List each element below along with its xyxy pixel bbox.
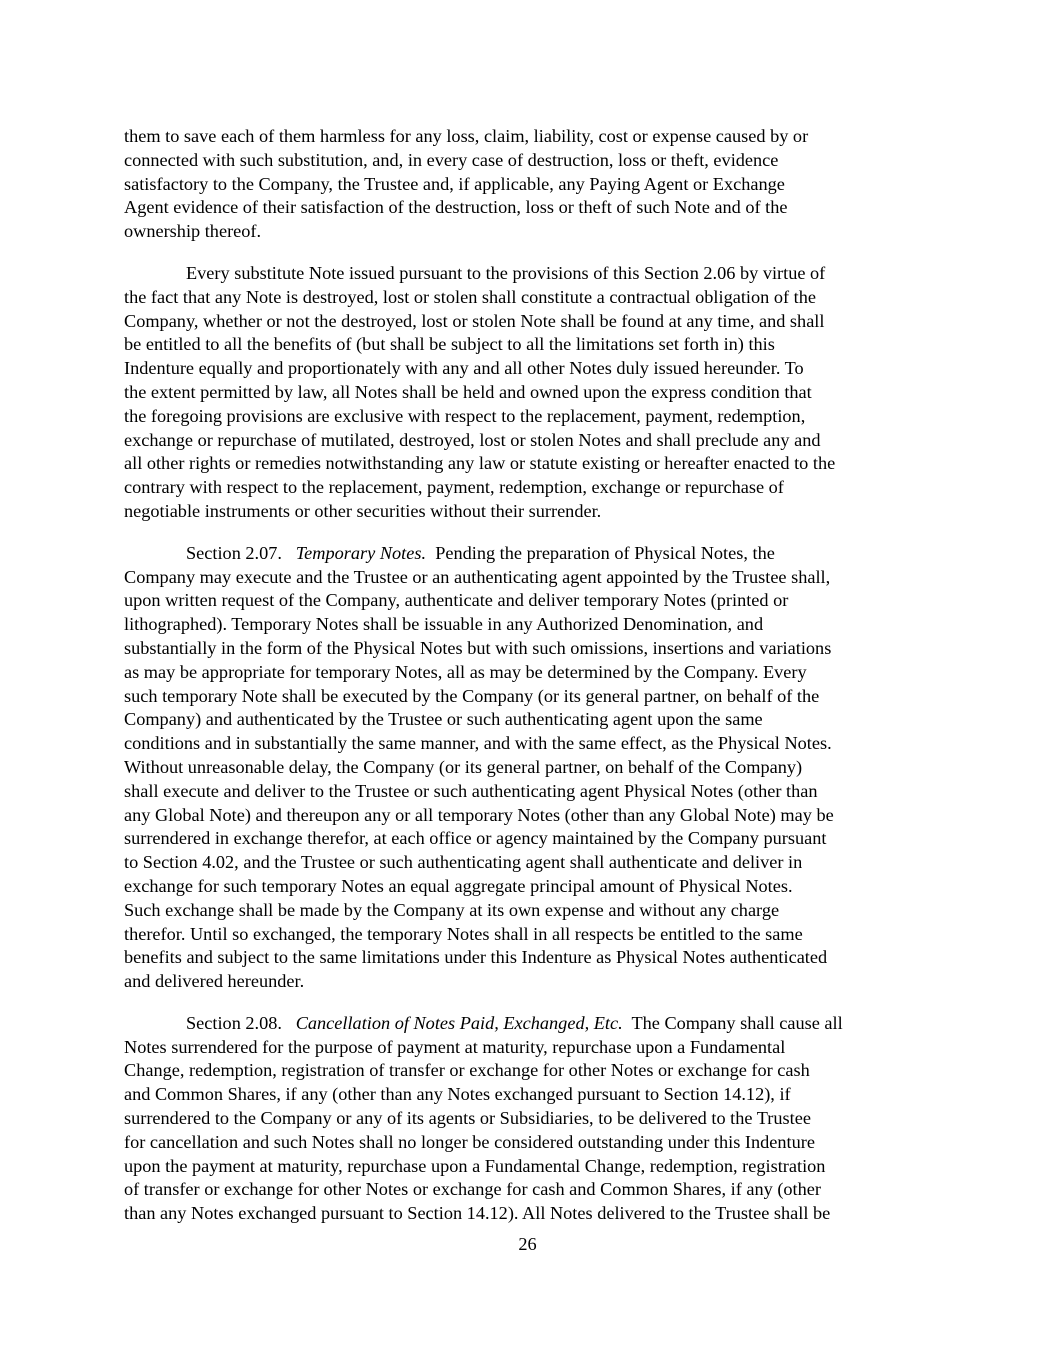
- text-line: to Section 4.02, and the Trustee or such authenticating agent shall authenticate and deliver in: [124, 852, 803, 873]
- text-line: connected with such substitution, and, in every case of destruction, loss or theft, evidence: [124, 149, 779, 170]
- text-line: Every substitute Note issued pursuant to the provisions of this Section 2.06 by virtue of: [186, 262, 826, 283]
- section-title: Cancellation of Notes Paid, Exchanged, Etc.: [295, 1012, 623, 1033]
- text-line: Change, redemption, registration of transfer or exchange for other Notes or exchange for cash: [124, 1060, 810, 1081]
- text-line: Such exchange shall be made by the Company at its own expense and without any charge: [124, 899, 780, 920]
- text-line: them to save each of them harmless for any loss, claim, liability, cost or expense caused by or: [124, 126, 809, 146]
- text-line: contrary with respect to the replacement, payment, redemption, exchange or repurchase of: [124, 477, 784, 498]
- text-line: the fact that any Note is destroyed, lost or stolen shall constitute a contractual obligation of the: [124, 286, 816, 307]
- section-first-line-text: Pending the preparation of Physical Notes, the: [435, 542, 775, 563]
- section-heading-line: [124, 1012, 930, 1036]
- text-line: the foregoing provisions are exclusive with respect to the replacement, payment, redemption,: [124, 405, 806, 426]
- text-line: ownership thereof.: [124, 221, 262, 242]
- text-line: Notes surrendered for the purpose of payment at maturity, repurchase upon a Fundamental: [124, 1036, 786, 1057]
- text-line: such temporary Note shall be executed by the Company (or its general partner, on behalf of the: [124, 685, 820, 706]
- text-line: therefor. Until so exchanged, the temporary Notes shall in all respects be entitled to the same: [124, 923, 803, 944]
- text-line: any Global Note) and thereupon any or all temporary Notes (other than any Global Note) may be: [124, 804, 834, 825]
- text-line: lithographed). Temporary Notes shall be issuable in any Authorized Denomination, and: [124, 614, 764, 635]
- text-line: exchange for such temporary Notes an equal aggregate principal amount of Physical Notes.: [124, 875, 793, 896]
- text-line: the extent permitted by law, all Notes shall be held and owned upon the express condition that: [124, 381, 812, 402]
- section-2-08: [124, 1012, 930, 1226]
- paragraph-substitute-notes: [124, 262, 930, 524]
- text-line: and delivered hereunder.: [124, 971, 305, 992]
- text-line: shall execute and deliver to the Trustee or such authenticating agent Physical Notes (other than: [124, 780, 818, 801]
- document-page: [124, 125, 930, 1244]
- text-line: all other rights or remedies notwithstanding any law or statute existing or hereafter enacted to the: [124, 453, 836, 474]
- text-line: for cancellation and such Notes shall no longer be considered outstanding under this Indenture: [124, 1131, 815, 1152]
- text-line: surrendered in exchange therefor, at each office or agency maintained by the Company pursuant: [124, 828, 827, 849]
- text-line: of transfer or exchange for other Notes or exchange for cash and Common Shares, if any (other: [124, 1179, 821, 1200]
- text-line: Without unreasonable delay, the Company (or its general partner, on behalf of the Company): [124, 756, 803, 777]
- text-line: Company may execute and the Trustee or an authenticating agent appointed by the Trustee shall,: [124, 566, 831, 587]
- text-line: upon the payment at maturity, repurchase upon a Fundamental Change, redemption, registration: [124, 1155, 826, 1176]
- section-2-07: [124, 542, 930, 994]
- text-line: and Common Shares, if any (other than any Notes exchanged pursuant to Section 14.12), if: [124, 1084, 791, 1105]
- text-line: Indenture equally and proportionately with any and all other Notes duly issued hereunder. To: [124, 358, 804, 379]
- text-line: upon written request of the Company, authenticate and deliver temporary Notes (printed or: [124, 590, 789, 611]
- page-number: 26: [518, 1234, 537, 1254]
- text-line: surrendered to the Company or any of its agents or Subsidiaries, to be delivered to the Trustee: [124, 1108, 811, 1129]
- text-line: as may be appropriate for temporary Notes, all as may be determined by the Company. Every: [124, 661, 807, 682]
- section-first-line-text: The Company shall cause all: [631, 1012, 843, 1033]
- text-line: benefits and subject to the same limitations under this Indenture as Physical Notes authenticated: [124, 947, 828, 968]
- text-line: conditions and in substantially the same manner, and with the same effect, as the Physical Notes.: [124, 733, 832, 754]
- text-line: be entitled to all the benefits of (but shall be subject to all the limitations set forth in) this: [124, 334, 775, 355]
- section-number: Section 2.07.: [186, 542, 282, 563]
- text-line: satisfactory to the Company, the Trustee and, if applicable, any Paying Agent or Exchange: [124, 173, 785, 194]
- text-line: exchange or repurchase of mutilated, destroyed, lost or stolen Notes and shall preclude any and: [124, 429, 821, 450]
- text-line: substantially in the form of the Physical Notes but with such omissions, insertions and variations: [124, 637, 832, 658]
- section-title: Temporary Notes.: [295, 542, 427, 563]
- text-line: Company, whether or not the destroyed, lost or stolen Note shall be found at any time, and shall: [124, 310, 825, 331]
- text-line: than any Notes exchanged pursuant to Section 14.12). All Notes delivered to the Trustee shall be: [124, 1203, 831, 1224]
- paragraph-replacement-indemnity: [124, 125, 930, 244]
- section-heading-line: [124, 542, 930, 566]
- text-line: Company) and authenticated by the Trustee or such authenticating agent upon the same: [124, 709, 763, 730]
- text-line: Agent evidence of their satisfaction of the destruction, loss or theft of such Note and of the: [124, 197, 788, 218]
- text-line: negotiable instruments or other securities without their surrender.: [124, 500, 602, 521]
- section-number: Section 2.08.: [186, 1012, 282, 1033]
